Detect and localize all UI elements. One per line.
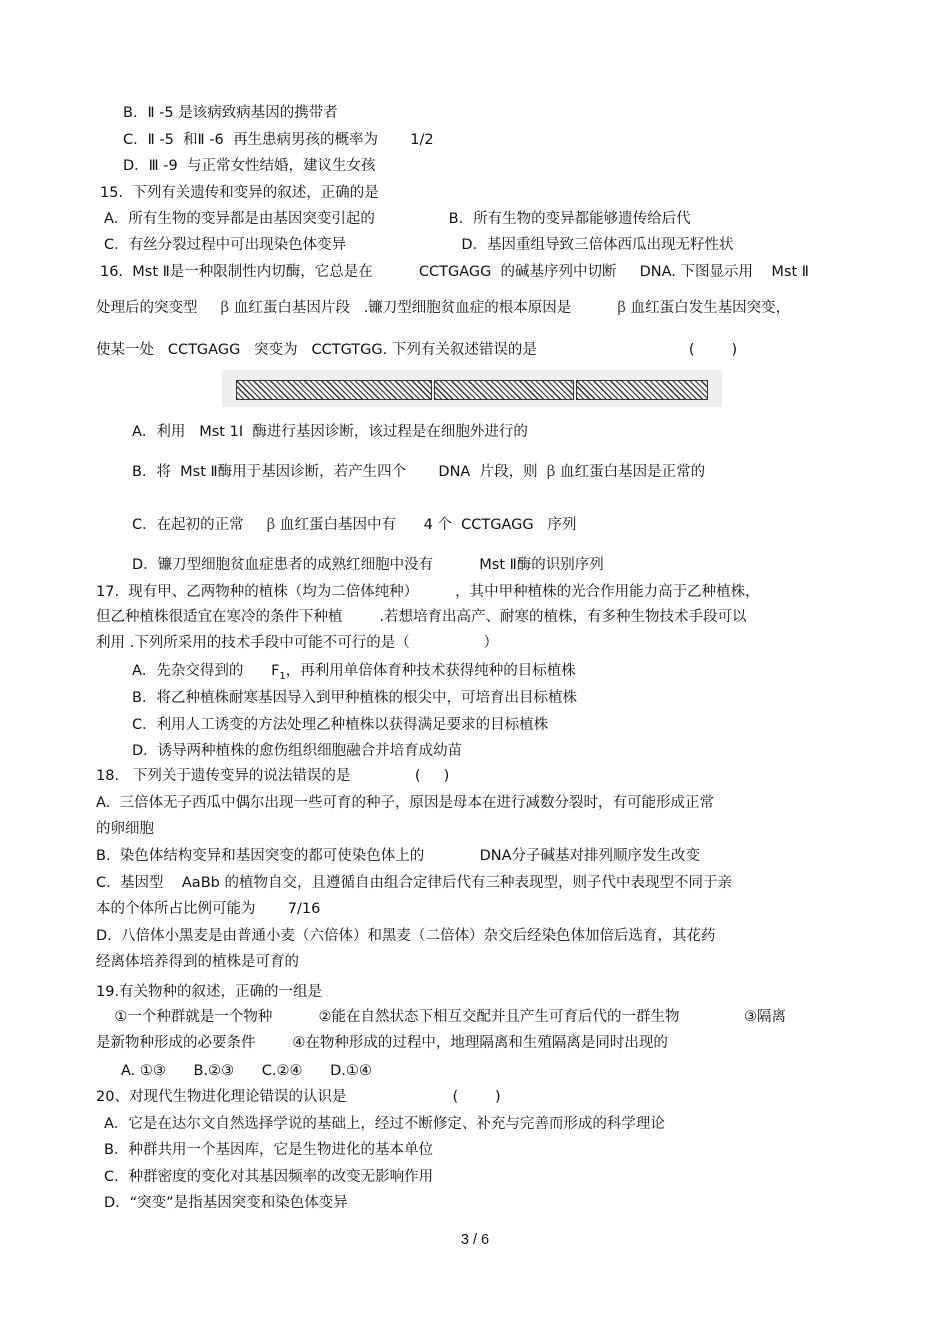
option-text-part: 血红蛋白基因中有 4 个 CCTGAGG 序列 [275,517,577,533]
text-line-q18c2: 本的个体所占比例可能为 7/16 [96,901,321,917]
q16-text-part: 血红蛋白基因片段 .镰刀型细胞贫血症的根本原因是 [229,300,618,316]
option-text-part: B．将 Mst Ⅱ酶用于基因诊断，若产生四个 DNA 片段，则 [132,464,547,480]
text-line-q15: 15. 下列有关遗传和变异的叙述，正确的是 [100,185,379,201]
subscript: 1 [279,670,286,682]
text-line-q17b: 但乙种植株很适宜在寒冷的条件下种植 .若想培育出高产、耐寒的植株，有多种生物技术手段可以 [96,609,747,625]
text-line-q18d2: 经离体培养得到的植株是可育的 [96,954,299,970]
text-line-q17optC: C．利用人工诱变的方法处理乙种植株以获得满足要求的目标植株 [132,717,549,733]
beta-symbol: β [617,298,627,316]
text-line-q19opts: A. ①③ B.②③ C.②④ D.①④ [121,1063,372,1079]
text-line-q20c: C．种群密度的变化对其基因频率的改变无影响作用 [104,1169,434,1185]
text-line-q14c: C．Ⅱ -5 和Ⅱ -6 再生患病男孩的概率为 1/2 [123,132,434,148]
beta-symbol: β [266,515,276,533]
beta-symbol: β [546,462,556,480]
beta-symbol: β [220,298,230,316]
text-line-q17c: 利用 .下列所采用的技术手段中可能不可行的是（ ） [96,635,498,651]
dna-fragment-2 [434,380,574,400]
text-line-q20a: A．它是在达尔文自然选择学说的基础上，经过不断修定、补充与完善而形成的科学理论 [104,1116,665,1132]
text-line-q20b: B．种群共用一个基因库，它是生物进化的基本单位 [104,1142,433,1158]
text-line-q16optD: D．镰刀型细胞贫血症患者的成熟红细胞中没有 Mst Ⅱ酶的识别序列 [132,557,604,573]
text-line-q18a2: 的卵细胞 [96,821,154,837]
option-text-part: 血红蛋白基因是正常的 [555,464,706,480]
text-line-q16optA: A．利用 Mst 1I 酶进行基因诊断，该过程是在细胞外进行的 [132,424,528,440]
option-text-part: C．在起初的正常 [132,517,267,533]
text-line-q19l1: ①一个种群就是一个物种 ②能在自然状态下相互交配并且产生可育后代的一群生物 ③隔离 [96,1009,787,1025]
question-16-text-line-2 [96,298,790,317]
text-line-q14d: D．Ⅲ -9 与正常女性结婚，建议生女孩 [123,158,376,174]
text-line-q19l2: 是新物种形成的必要条件 ④在物种形成的过程中，地理隔离和生殖隔离是同时出现的 [96,1035,668,1051]
text-line-q20: 20、对现代生物进化理论错误的认识是 ( ) [96,1089,501,1105]
q16-text-part: 血红蛋白发生基因突变， [626,300,791,316]
dna-fragment-3 [576,380,708,400]
text-line-q18d1: D. 八倍体小黑麦是由普通小麦（六倍体）和黑麦（二倍体）杂交后经染色体加倍后选育，其花药 [96,928,716,944]
dna-fragment-figure [222,370,722,407]
text-line-q18a1: A. 三倍体无子西瓜中偶尔出现一些可育的种子，原因是母本在进行减数分裂时，有可能形成正常 [96,795,714,811]
text-line-q17optD: D．诱导两种植株的愈伤组织细胞融合并培育成幼苗 [132,743,463,759]
text-line-q16a: 16. Mst Ⅱ是一种限制性内切酶，它总是在 CCTGAGG 的碱基序列中切断 DNA. 下图显示用 Mst Ⅱ [100,264,809,280]
text-line-q17a: 17. 现有甲、乙两物种的植株（均为二倍体纯种） ，其中甲种植株的光合作用能力高于乙种植株， [96,584,760,600]
text-line-q18: 18. 下列关于遗传变异的说法错误的是 ( ) [96,768,450,784]
text-line-q16c: 使某一处 CCTGAGG 突变为 CCTGTGG. 下列有关叙述错误的是 ( ) [96,342,738,358]
text-line-q14b: B．Ⅱ -5 是该病致病基因的携带者 [123,105,338,121]
q16-option-b [132,462,705,481]
option-text-part: A．先杂交得到的 F [132,663,280,679]
text-line-q20d: D．“突变”是指基因突变和染色体变异 [104,1195,348,1211]
q16-option-c [132,515,576,534]
text-line-q15ab: A．所有生物的变异都是由基因突变引起的 B．所有生物的变异都能够遗传给后代 [104,211,691,227]
option-text-part: ，再利用单倍体育种技术获得纯种的目标植株 [285,663,576,679]
text-line-q18c1: C. 基因型 AaBb 的植物自交，且遵循自由组合定律后代有三种表现型，则子代中表现型不同于亲 [96,875,732,891]
q17-option-a [132,662,576,686]
page-number: 3 / 6 [460,1232,490,1248]
text-line-q18b: B. 染色体结构变异和基因突变的都可使染色体上的 DNA分子碱基对排列顺序发生改变 [96,848,701,864]
text-line-q17optB: B．将乙种植株耐寒基因导入到甲种植株的根尖中，可培育出目标植株 [132,690,577,706]
text-line-q15cd: C．有丝分裂过程中可出现染色体变异 D．基因重组导致三倍体西瓜出现无籽性状 [104,237,734,253]
dna-fragment-1 [236,380,432,400]
q16-text-part: 处理后的突变型 [96,300,221,316]
text-line-q19: 19.有关物种的叙述，正确的一组是 [96,984,323,1000]
